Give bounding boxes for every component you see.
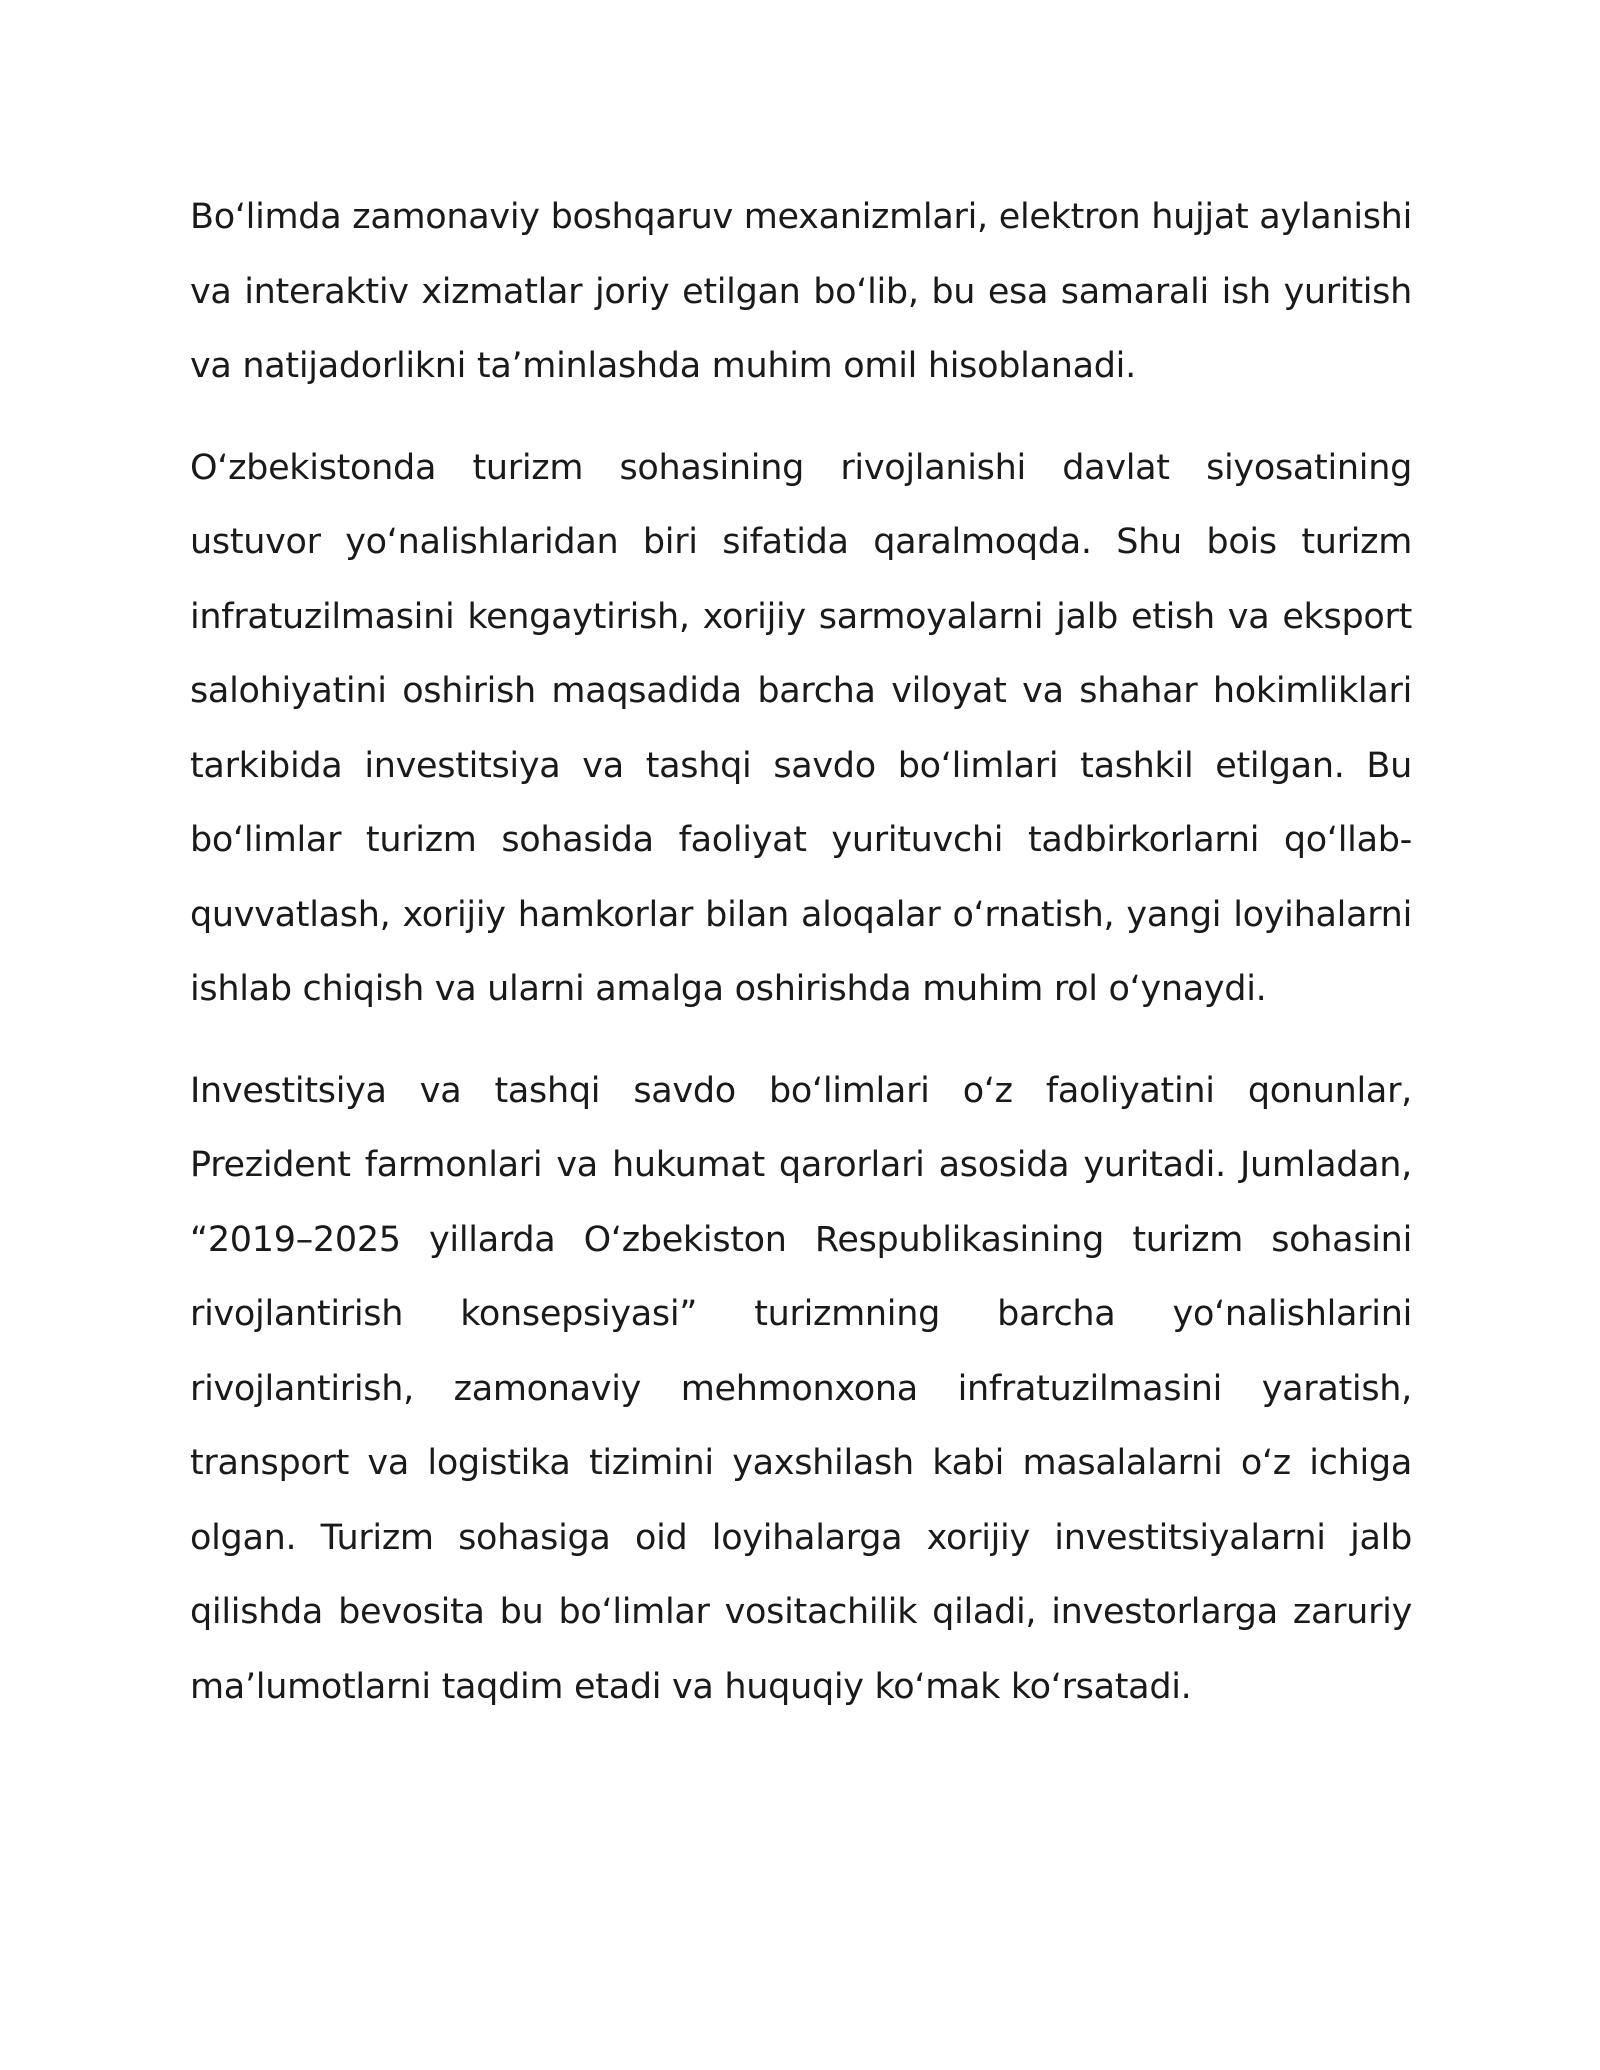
paragraph-2: O‘zbekistonda turizm sohasining rivojlanishi davlat siyosatining ustuvor yo‘nalishlaridan biri sifatida qaralmoqda. Shu bois turizm infratuzilmasini kengaytirish, xorijiy sarmoyalarni jalb etish va eksport salohiyatini oshirish maqsadida barcha viloyat va shahar hokimliklari tarkibida investitsiya va tashqi savdo bo‘limlari tashkil etilgan. Bu bo‘limlar turizm sohasida faoliyat yurituvchi tadbirkorlarni qo‘llab-quvvatlash, xorijiy hamkorlar bilan aloqalar o‘rnatish, yangi loyihalarni ishlab chiqish va ularni amalga oshirishda muhim rol o‘ynaydi. (190, 447, 1412, 1009)
paragraph-3: Investitsiya va tashqi savdo bo‘limlari o‘z faoliyatini qonunlar, Prezident farmonlari va hukumat qarorlari asosida yuritadi. Jumladan, “2019–2025 yillarda O‘zbekiston Respublikasining turizm sohasini rivojlantirish konsepsiyasi” turizmning barcha yo‘nalishlarini rivojlantirish, zamonaviy mehmonxona infratuzilmasini yaratish, transport va logistika tizimini yaxshilash kabi masalalarni o‘z ichiga olgan. Turizm sohasiga oid loyihalarga xorijiy investitsiyalarni jalb qilishda bevosita bu bo‘limlar vositachilik qiladi, investorlarga zaruriy ma’lumotlarni taqdim etadi va huquqiy ko‘mak ko‘rsatadi. (190, 1070, 1412, 1707)
paragraph-1: Bo‘limda zamonaviy boshqaruv mexanizmlari, elektron hujjat aylanishi va interaktiv xizmatlar joriy etilgan bo‘lib, bu esa samarali ish yuritish va natijadorlikni ta’minlashda muhim omil hisoblanadi. (190, 197, 1412, 386)
document-body (190, 180, 1412, 1751)
